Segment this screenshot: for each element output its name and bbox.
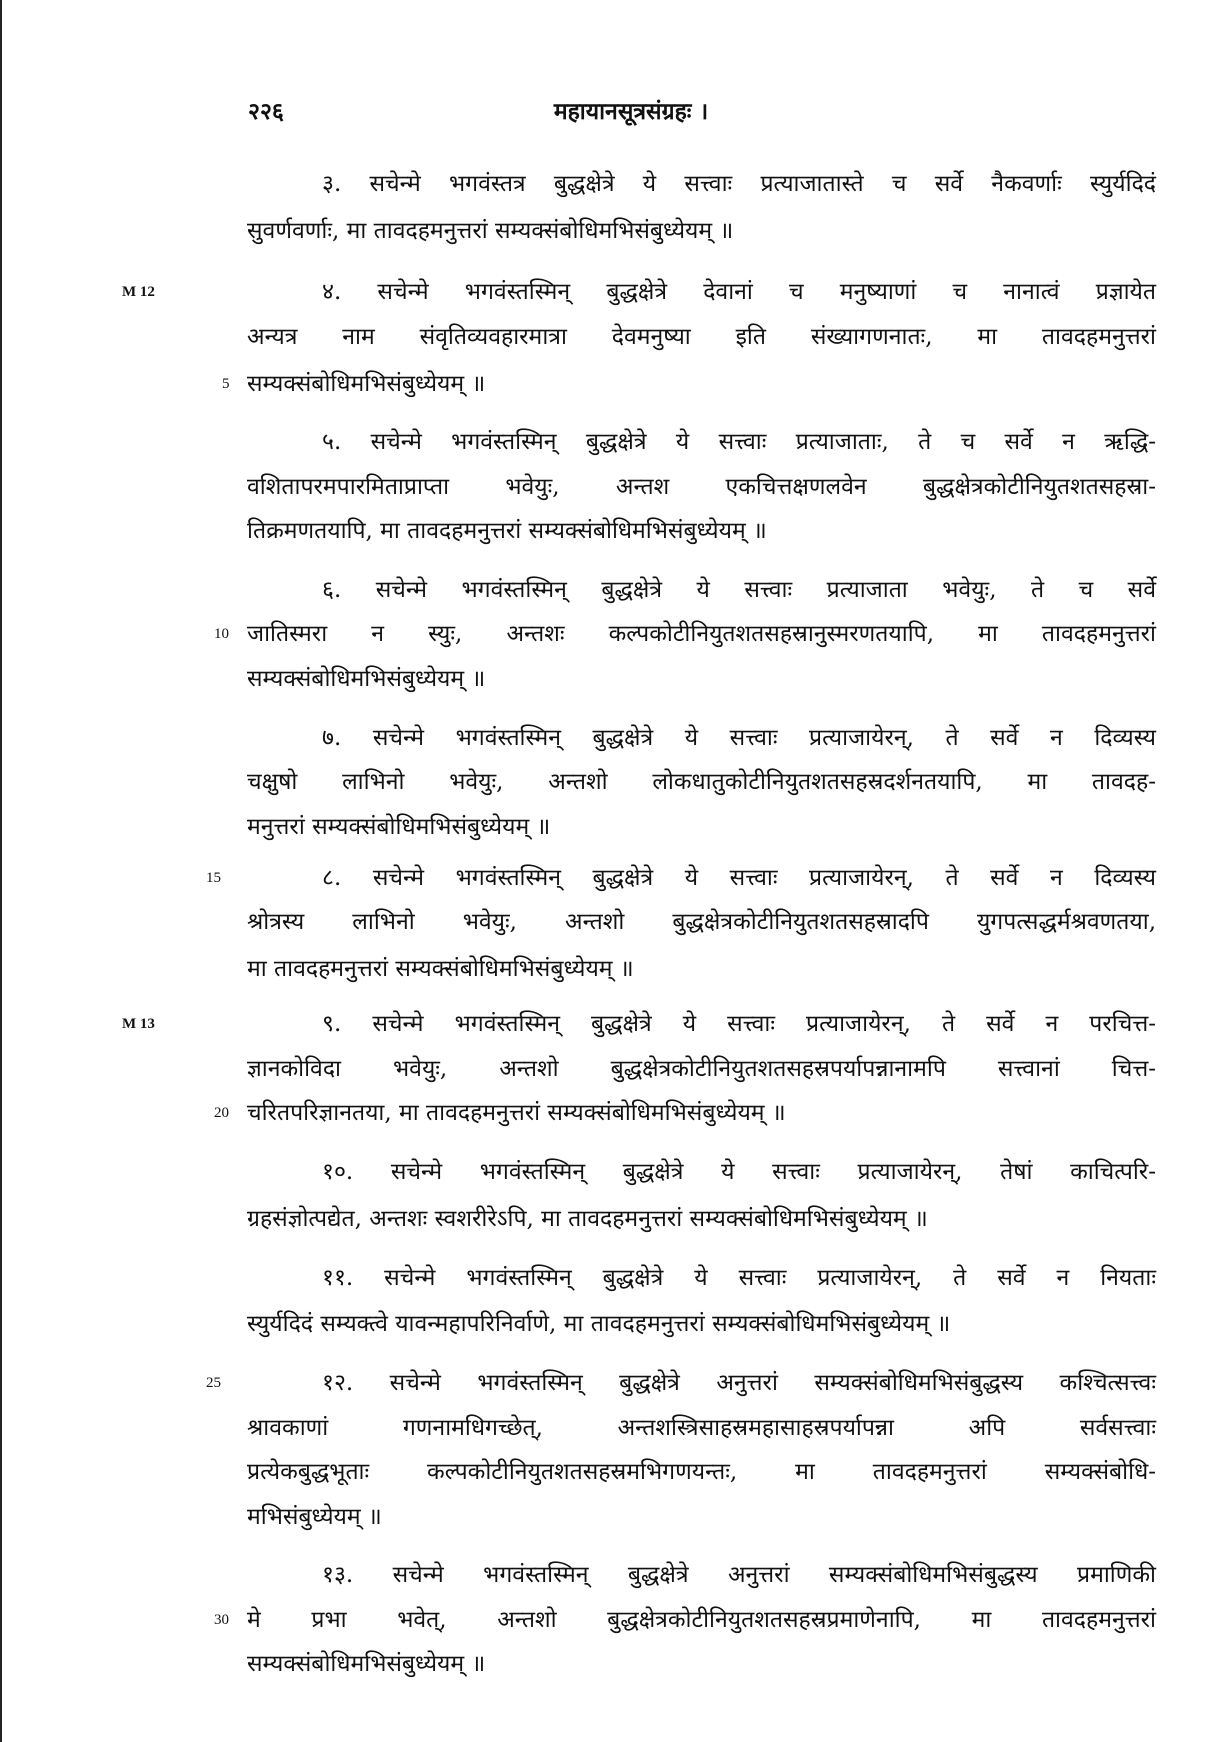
verse-line: स्युर्यदिदं सम्यक्त्वे यावन्महापरिनिर्वाणे, मा तावदहमनुत्तरां सम्यक्संबोधिमभिसंबुध्येयम् ॥ bbox=[247, 1311, 951, 1337]
verse-line: अन्यत्र नाम संवृतिव्यवहारमात्रा देवमनुष्या इति संख्यागणनातः, मा तावदहमनुत्तरां bbox=[247, 324, 1156, 350]
verse-line: श्रावकाणां गणनामधिगच्छेत्, अन्तशस्त्रिसाहस्रमहासाहस्रपर्यापन्ना अपि सर्वसत्त्वाः bbox=[247, 1415, 1156, 1441]
verse-line: सम्यक्संबोधिमभिसंबुध्येयम् ॥ bbox=[247, 1651, 486, 1677]
page-number: २२६ bbox=[248, 98, 284, 125]
verse-line: मभिसंबुध्येयम् ॥ bbox=[247, 1504, 382, 1530]
verse-first-line: १०. सचेन्मे भगवंस्तस्मिन् बुद्धक्षेत्रे ये सत्त्वाः प्रत्याजायेरन्, तेषां काचित्परि- bbox=[322, 1159, 1156, 1185]
verse-first-line: ८. सचेन्मे भगवंस्तस्मिन् बुद्धक्षेत्रे ये सत्त्वाः प्रत्याजायेरन्, ते सर्वे न दिव्यस्य bbox=[322, 865, 1156, 891]
verse-first-line: ७. सचेन्मे भगवंस्तस्मिन् बुद्धक्षेत्रे ये सत्त्वाः प्रत्याजायेरन्, ते सर्वे न दिव्यस्य bbox=[322, 725, 1156, 751]
verse-line: मनुत्तरां सम्यक्संबोधिमभिसंबुध्येयम् ॥ bbox=[247, 814, 551, 840]
margin-note: M 12 bbox=[122, 284, 155, 300]
margin-note: M 13 bbox=[122, 1016, 155, 1032]
verse-first-line: १२. सचेन्मे भगवंस्तस्मिन् बुद्धक्षेत्रे अनुत्तरां सम्यक्संबोधिमभिसंबुद्धस्य कश्चित्सत्त्वः bbox=[322, 1370, 1156, 1396]
verse-line: चरितपरिज्ञानतया, मा तावदहमनुत्तरां सम्यक्संबोधिमभिसंबुध्येयम् ॥ bbox=[247, 1100, 786, 1126]
verse-line: मा तावदहमनुत्तरां सम्यक्संबोधिमभिसंबुध्येयम् ॥ bbox=[247, 956, 634, 982]
line-number: 10 bbox=[214, 626, 229, 642]
verse-first-line: ११. सचेन्मे भगवंस्तस्मिन् बुद्धक्षेत्रे ये सत्त्वाः प्रत्याजायेरन्, ते सर्वे न नियताः bbox=[322, 1265, 1156, 1291]
verse-first-line: ५. सचेन्मे भगवंस्तस्मिन् बुद्धक्षेत्रे ये सत्त्वाः प्रत्याजाताः, ते च सर्वे न ऋद्धि- bbox=[322, 429, 1156, 455]
verse-line: श्रोत्रस्य लाभिनो भवेयुः, अन्तशो बुद्धक्षेत्रकोटीनियुतशतसहस्रादपि युगपत्सद्धर्मश्रवणतया, bbox=[247, 909, 1156, 935]
verse-first-line: ९. सचेन्मे भगवंस्तस्मिन् बुद्धक्षेत्रे ये सत्त्वाः प्रत्याजायेरन्, ते सर्वे न परचित्त- bbox=[322, 1011, 1156, 1037]
verse-line: चक्षुषो लाभिनो भवेयुः, अन्तशो लोकधातुकोटीनियुतशतसहस्रदर्शनतयापि, मा तावदह- bbox=[247, 769, 1156, 795]
verse-line: सम्यक्संबोधिमभिसंबुध्येयम् ॥ bbox=[247, 371, 486, 397]
verse-line: ग्रहसंज्ञोत्पद्येत, अन्तशः स्वशरीरेऽपि, मा तावदहमनुत्तरां सम्यक्संबोधिमभिसंबुध्येयम् ॥ bbox=[247, 1206, 928, 1232]
verse-line: तिक्रमणतयापि, मा तावदहमनुत्तरां सम्यक्संबोधिमभिसंबुध्येयम् ॥ bbox=[247, 518, 767, 544]
verse-line: सम्यक्संबोधिमभिसंबुध्येयम् ॥ bbox=[247, 666, 486, 692]
verse-first-line: ३. सचेन्मे भगवंस्तत्र बुद्धक्षेत्रे ये सत्त्वाः प्रत्याजातास्ते च सर्वे नैकवर्णाः स्युर्यदिदं bbox=[322, 171, 1156, 197]
verse-line: ज्ञानकोविदा भवेयुः, अन्तशो बुद्धक्षेत्रकोटीनियुतशतसहस्रपर्यापन्नानामपि सत्त्वानां चित्त- bbox=[247, 1056, 1156, 1082]
line-number: 30 bbox=[214, 1612, 229, 1628]
verse-first-line: ६. सचेन्मे भगवंस्तस्मिन् बुद्धक्षेत्रे ये सत्त्वाः प्रत्याजाता भवेयुः, ते च सर्वे bbox=[322, 577, 1156, 603]
verse-first-line: ४. सचेन्मे भगवंस्तस्मिन् बुद्धक्षेत्रे देवानां च मनुष्याणां च नानात्वं प्रज्ञायेत bbox=[322, 279, 1156, 305]
verse-first-line: १३. सचेन्मे भगवंस्तस्मिन् बुद्धक्षेत्रे अनुत्तरां सम्यक्संबोधिमभिसंबुद्धस्य प्रमाणिकी bbox=[322, 1562, 1156, 1588]
running-title: महायानसूत्रसंग्रहः । bbox=[553, 98, 709, 125]
line-number: 5 bbox=[222, 376, 230, 392]
line-number: 20 bbox=[214, 1105, 229, 1121]
verse-line: वशितापरमपारमिताप्राप्ता भवेयुः, अन्तश एकचित्तक्षणलवेन बुद्धक्षेत्रकोटीनियुतशतसहस्रा- bbox=[247, 474, 1156, 500]
verse-line: मे प्रभा भवेत्, अन्तशो बुद्धक्षेत्रकोटीनियुतशतसहस्रप्रमाणेनापि, मा तावदहमनुत्तरां bbox=[247, 1607, 1156, 1633]
verse-line: सुवर्णवर्णाः, मा तावदहमनुत्तरां सम्यक्संबोधिमभिसंबुध्येयम् ॥ bbox=[247, 218, 734, 244]
line-number: 25 bbox=[206, 1375, 221, 1391]
verse-line: जातिस्मरा न स्युः, अन्तशः कल्पकोटीनियुतशतसहस्रानुस्मरणतयापि, मा तावदहमनुत्तरां bbox=[247, 621, 1156, 647]
scan-page-edge bbox=[0, 0, 2, 1742]
line-number: 15 bbox=[206, 870, 221, 886]
verse-line: प्रत्येकबुद्धभूताः कल्पकोटीनियुतशतसहस्रमभिगणयन्तः, मा तावदहमनुत्तरां सम्यक्संबोधि- bbox=[247, 1459, 1156, 1485]
